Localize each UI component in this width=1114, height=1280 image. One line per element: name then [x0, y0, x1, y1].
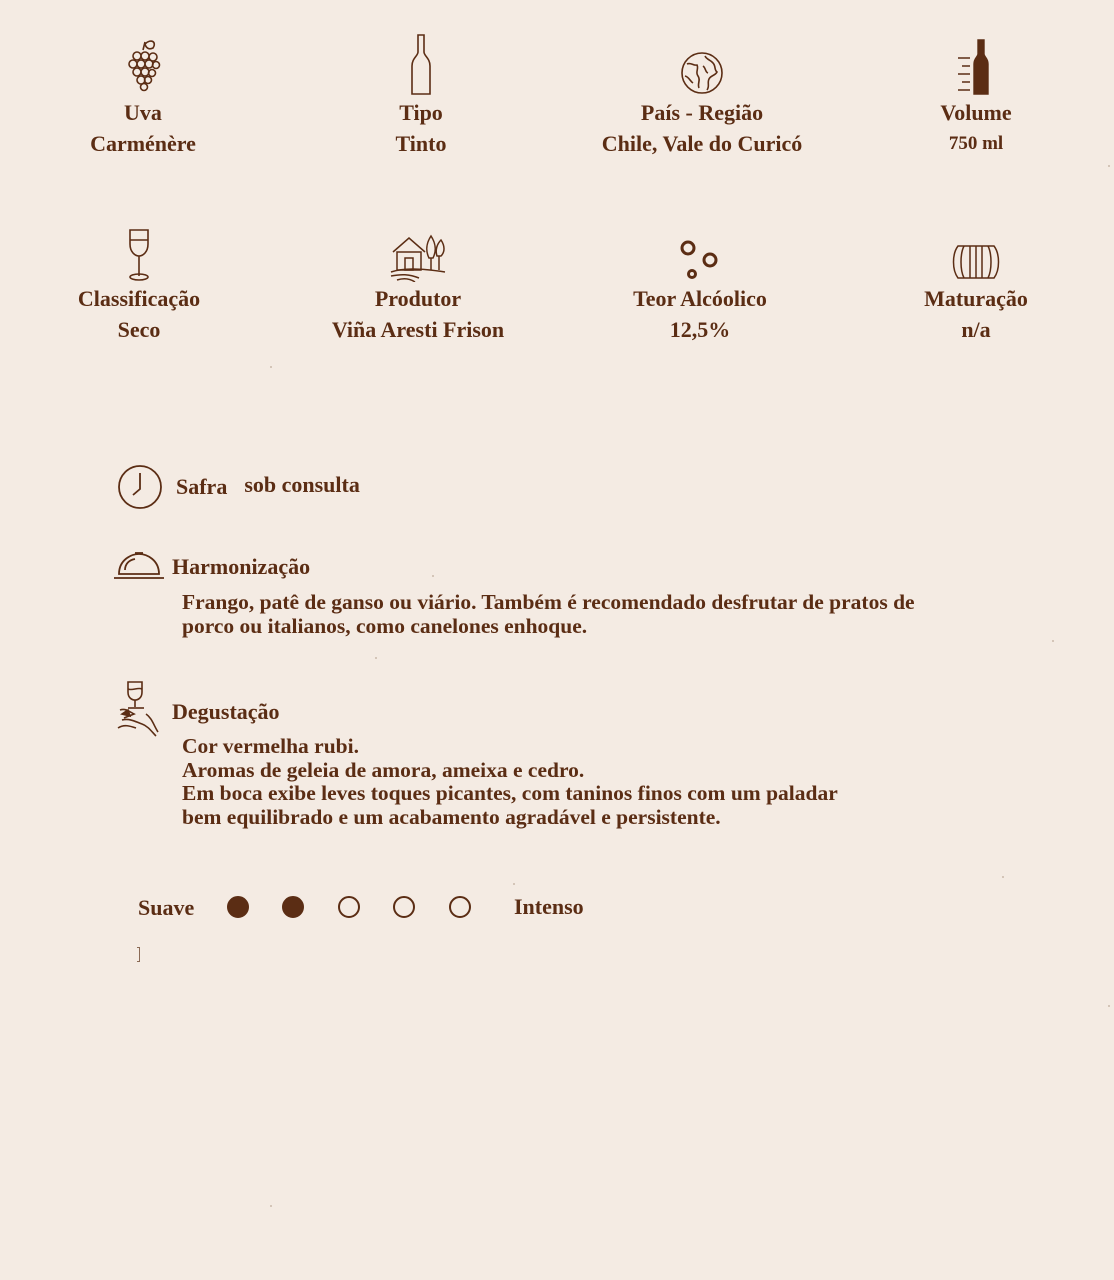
- paper-speck: [375, 657, 377, 659]
- paper-speck: [1052, 640, 1054, 642]
- spec-uva: [23, 34, 263, 160]
- spec-label: Volume: [940, 100, 1012, 125]
- spec-value: 12,5%: [669, 317, 731, 342]
- text-line: Em boca exibe leves toques picantes, com taninos finos com um paladar: [182, 781, 838, 805]
- intensity-max-label: Intenso: [514, 894, 584, 919]
- intensity-dot: [282, 896, 304, 918]
- intensity-dot: [338, 896, 360, 918]
- text-cursor: [137, 947, 140, 962]
- intensity-dot: [227, 896, 249, 918]
- safra-label: Safra: [176, 474, 228, 499]
- spec-value: 750 ml: [948, 133, 1004, 154]
- paper-speck: [1002, 876, 1004, 878]
- intensity-dot: [393, 896, 415, 918]
- wine-glass-icon: [19, 220, 259, 282]
- paper-speck: [513, 883, 515, 885]
- spec-label: País - Região: [640, 100, 764, 125]
- intensity-dot: [449, 896, 471, 918]
- winery-icon: [298, 220, 538, 282]
- spec-value: Tinto: [395, 131, 447, 156]
- safra-value: sob consulta: [244, 472, 360, 497]
- spec-value: Chile, Vale do Curicó: [601, 131, 803, 156]
- spec-pais-regiao: [582, 34, 822, 160]
- paper-speck: [270, 366, 272, 368]
- paper-speck: [1108, 165, 1110, 167]
- spec-volume: [856, 34, 1096, 160]
- spec-produtor: [298, 220, 538, 346]
- clock-icon: [117, 464, 163, 510]
- spec-value: Viña Aresti Frison: [331, 317, 505, 342]
- spec-teor-alcoolico: [580, 220, 820, 346]
- text-line: Cor vermelha rubi.: [182, 734, 359, 758]
- harmonizacao-text: [182, 591, 915, 638]
- cloche-icon: [113, 548, 165, 580]
- paper-speck: [1108, 1005, 1110, 1007]
- spec-tipo: [301, 34, 541, 160]
- safra-row: [117, 464, 360, 510]
- spec-value: Carménère: [90, 131, 196, 156]
- harmonizacao-title: Harmonização: [172, 554, 311, 579]
- intensity-min-label: Suave: [138, 895, 195, 920]
- spec-classificacao: [19, 220, 259, 346]
- bottle-volume-icon: [856, 34, 1096, 96]
- text-line: Frango, patê de ganso ou viário. Também é recomendado desfrutar de pratos de: [182, 590, 915, 614]
- sommelier-icon: [116, 680, 162, 740]
- text-line: bem equilibrado e um acabamento agradável e persistente.: [182, 804, 721, 829]
- spec-maturacao: [856, 220, 1096, 346]
- paper-speck: [270, 1205, 272, 1207]
- spec-label: Maturação: [924, 286, 1028, 311]
- degustacao-title: Degustação: [172, 699, 280, 724]
- spec-label: Uva: [124, 100, 162, 125]
- spec-label: Tipo: [399, 100, 443, 125]
- degustacao-text: [182, 735, 838, 829]
- spec-value: Seco: [117, 317, 161, 342]
- grapes-icon: [23, 34, 263, 96]
- degustacao-header: [116, 680, 280, 740]
- text-line: Aromas de geleia de amora, ameixa e cedro.: [182, 757, 585, 782]
- harmonizacao-header: [113, 548, 310, 580]
- bottle-icon: [301, 34, 541, 96]
- spec-label: Produtor: [374, 286, 462, 311]
- paper-speck: [432, 575, 434, 577]
- spec-label: Teor Alcóolico: [633, 286, 767, 311]
- bubbles-icon: [580, 220, 820, 282]
- spec-label: Classificação: [77, 286, 201, 311]
- text-line: porco ou italianos, como canelones enhoque.: [182, 613, 588, 638]
- spec-value: n/a: [961, 317, 991, 342]
- barrel-icon: [856, 220, 1096, 282]
- globe-icon: [582, 34, 822, 96]
